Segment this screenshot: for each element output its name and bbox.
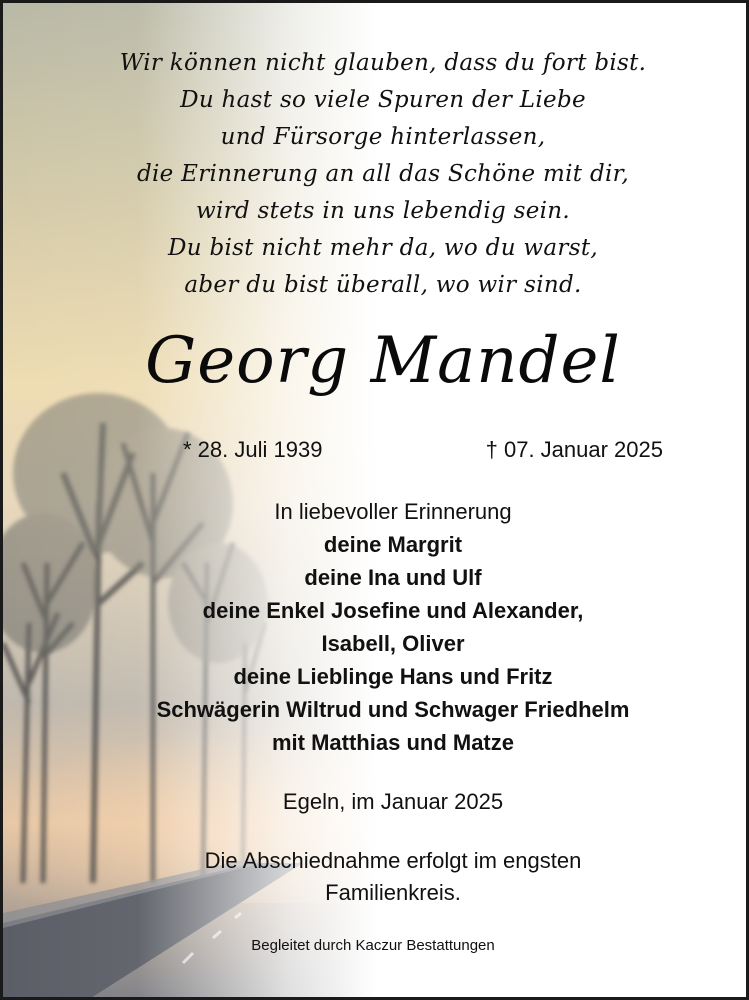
mourners-list [103,495,683,759]
death-date: † 07. Januar 2025 [485,437,663,462]
poem-line: Du bist nicht mehr da, wo du warst, [168,235,598,261]
mourner-line: deine Enkel Josefine und Alexander, [202,598,584,623]
memorial-poem [63,45,703,304]
poem-line: und Fürsorge hinterlassen, [220,124,546,150]
poem-line: die Erinnerung an all das Schöne mit dir, [136,161,630,187]
deceased-name: Georg Mandel [145,324,621,398]
poem-line: Wir können nicht glauben, dass du fort bist. [119,50,647,76]
mourner-line: deine Lieblinge Hans und Fritz [233,664,553,689]
notice-content [3,3,749,1000]
farewell-line: Familienkreis. [325,880,461,905]
mourner-line: deine Ina und Ulf [304,565,482,590]
mourners-intro: In liebevoller Erinnerung [274,499,512,524]
mourner-line: Isabell, Oliver [321,631,465,656]
mourner-line: Schwägerin Wiltrud und Schwager Friedhelm [156,697,630,722]
place-and-date: Egeln, im Januar 2025 [282,789,504,814]
poem-line: wird stets in uns lebendig sein. [195,198,571,224]
poem-line: aber du bist überall, wo wir sind. [184,272,582,298]
farewell-line: Die Abschiednahme erfolgt im engsten [204,848,582,873]
birth-date: * 28. Juli 1939 [183,437,323,462]
mourner-line: deine Margrit [323,532,463,557]
funeral-home-credit: Begleitet durch Kaczur Bestattungen [251,937,495,954]
mourner-line: mit Matthias und Matze [271,730,514,755]
farewell-notice [103,845,683,909]
poem-line: Du hast so viele Spuren der Liebe [180,87,586,113]
life-dates [183,435,663,465]
